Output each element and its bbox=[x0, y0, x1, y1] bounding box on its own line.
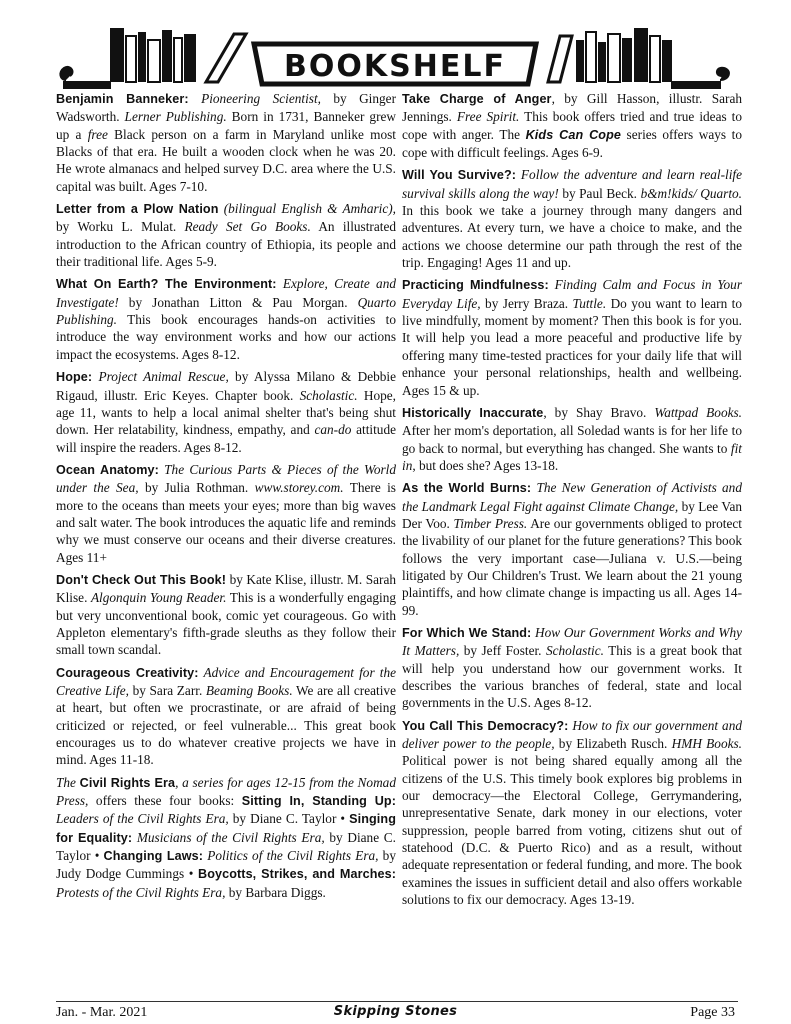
book-publisher: Tuttle. bbox=[572, 295, 607, 311]
review-text: Are our governments obliged to protect the livability of our planet for the future generations? This book follows the very important case—Juliana v. U.S.—being litigated by Our Children's Trust. We learn about the 21 young plaintiffs, and how climate change is impacting us all. Ages 14-99. bbox=[402, 515, 742, 618]
review-item bbox=[402, 717, 742, 909]
book-subtitle: Pioneering Scientist, bbox=[201, 91, 321, 106]
review-text: There is more to the oceans than meets your eyes; more than big waves and salt water. The book introduces the aquatic life and reminds why we must conserve our oceans and their diverse creatures. Ages 11+ bbox=[56, 480, 396, 565]
bookshelf-banner bbox=[58, 22, 733, 94]
banner-title: BOOKSHELF bbox=[284, 49, 506, 84]
page-number: Page 33 bbox=[690, 1005, 735, 1020]
book-author: by Jonathan Litton & Pau Morgan. bbox=[118, 294, 358, 310]
review-text: This book encourages hands-on activities to introduce the way environment works and how our actions impact the ecosystems. Ages 8-12. bbox=[56, 312, 396, 362]
review-text: Political power is not being shared equally among all the citizens of the U.S. This timely book explores big problems in our democracy—the Electoral College, Gerrymandering, unrepresentative Senate, dark money in our elections, voter suppression, people barred from voting, citizens shut out of statehood (D.C. & Puerto Rico) and as a result, without adequate representation or federal funding, and more. The book examines the issues in sufficient detail and also offers workable solutions to fix our democracy. Ages 13-19. bbox=[402, 753, 742, 908]
review-text: attitude will inspire the readers. Ages 8-12. bbox=[56, 422, 396, 455]
book-author: by Diane C. Taylor bbox=[56, 829, 396, 864]
book-subtitle: Project Animal Rescue, bbox=[92, 369, 229, 385]
review-text: Born in 1731, Banneker grew up a bbox=[56, 109, 396, 142]
book-author: by Jerry Braza. bbox=[480, 295, 573, 311]
book-author: by Worku L. Mulat. bbox=[56, 219, 185, 235]
left-books-icon bbox=[110, 28, 246, 82]
book-author: by Lee Van Der Voo. bbox=[402, 498, 743, 531]
book-subtitle: Follow the adventure and learn real-life survival skills along the way! bbox=[402, 167, 742, 201]
review-item bbox=[402, 479, 742, 619]
book-subtitle: The Curious Parts & Pieces of the World under the Sea, bbox=[56, 461, 397, 496]
bullet-separator: • bbox=[336, 811, 350, 827]
review-item bbox=[402, 166, 742, 271]
review-text: An illustrated introduction to the African country of Ethiopia, its people and their traditional life. Ages 5-9. bbox=[56, 219, 397, 270]
book-author: by Judy Dodge Cummings bbox=[56, 848, 396, 882]
review-text: This is a wonderfully engaging but very unconventional book, comic yet courageous. Go with Appleton elementary's fifth-grade sleuths as they follow their small town scandal. bbox=[56, 590, 396, 658]
book-title: You Call This Democracy?: bbox=[402, 718, 569, 733]
book-subtitle: How Our Government Works and Why It Matters, bbox=[402, 624, 742, 659]
review-emphasis: Kids Can Cope bbox=[525, 127, 621, 142]
book-publisher: Wattpad Books. bbox=[654, 404, 742, 420]
book-title: Sitting In, Standing Up: bbox=[241, 794, 397, 809]
review-item bbox=[402, 404, 742, 474]
book-title: What On Earth? The Environment: bbox=[56, 277, 277, 292]
review-text: series offers ways to cope with difficult feelings. Ages 6-9. bbox=[402, 126, 743, 161]
review-item bbox=[56, 90, 396, 195]
book-subtitle: Protests of the Civil Rights Era, bbox=[56, 884, 226, 900]
book-publisher: Beaming Books. bbox=[205, 683, 293, 698]
book-subtitle: How to fix our government and deliver power to the people, bbox=[402, 717, 742, 752]
book-author: by Sara Zarr. bbox=[128, 683, 206, 698]
book-publisher: Quarto Publishing. bbox=[56, 294, 396, 328]
review-text: We are all creative at heart, but often we procrastinate, or are afraid of being criticized or rejected, or feel vulnerable... This great book encourages us to do whatever creative projects we have in mind. Ages 11-18. bbox=[56, 683, 396, 768]
book-title: Benjamin Banneker: bbox=[56, 92, 189, 106]
book-title: Will You Survive?: bbox=[402, 168, 517, 183]
review-text: In this book we take a journey through many dangers and adventures. At every turn, we have a choice to make, and the actions we choose determine our path through the rest of the trip. Engaging! Ages 11 and up. bbox=[402, 203, 742, 271]
review-text: Hope, age 11, wants to help a local animal shelter that's being shut down. Her relatability, kindness, empathy, and bbox=[56, 387, 396, 438]
book-subtitle: Musicians of the Civil Rights Era, bbox=[132, 829, 325, 845]
book-title: Letter from a Plow Nation bbox=[56, 202, 219, 217]
book-author: by Kate Klise, illustr. M. Sarah Klise. bbox=[56, 571, 396, 606]
civil-rights-series bbox=[56, 774, 396, 901]
left-column bbox=[56, 90, 396, 906]
book-publisher: Scholastic. bbox=[299, 387, 358, 403]
book-title: As the World Burns: bbox=[402, 481, 532, 496]
series-title: Civil Rights Era bbox=[79, 775, 176, 790]
book-subtitle: (bilingual English & Amharic), bbox=[218, 201, 396, 217]
review-emphasis: free bbox=[87, 126, 108, 142]
series-offers: offers these four books: bbox=[88, 793, 242, 809]
book-subtitle: Explore, Create and Investigate! bbox=[56, 276, 396, 310]
review-item bbox=[402, 624, 742, 712]
right-books-icon bbox=[548, 28, 672, 82]
book-title: Don't Check Out This Book! bbox=[56, 572, 227, 587]
bullet-separator: • bbox=[90, 848, 104, 864]
book-title: Courageous Creativity: bbox=[56, 665, 199, 680]
review-text: After her mom's deportation, all Soledad wants is for her life to go back to normal, but everything has changed. She wants to bbox=[402, 423, 742, 456]
book-subtitle: Advice and Encouragement for the Creative Life, bbox=[56, 664, 396, 698]
review-item bbox=[56, 200, 396, 270]
book-author: , by Shay Bravo. bbox=[543, 404, 655, 420]
review-emphasis: fit in bbox=[402, 440, 742, 473]
series-lead: The bbox=[56, 774, 80, 790]
book-author: by Paul Beck. bbox=[558, 185, 641, 201]
book-author: by Barbara Diggs. bbox=[225, 884, 326, 900]
book-publisher: HMH Books. bbox=[671, 736, 742, 752]
review-emphasis: can-do bbox=[314, 422, 352, 438]
book-publisher: Timber Press. bbox=[453, 515, 528, 531]
book-publisher: b&m!kids/ Quarto. bbox=[640, 185, 742, 201]
book-title: Historically Inaccurate bbox=[402, 405, 544, 420]
left-scroll-ornament bbox=[60, 67, 110, 88]
review-item bbox=[56, 461, 396, 566]
book-subtitle: Finding Calm and Focus in Your Everyday Life, bbox=[402, 277, 742, 311]
book-author: by Ginger Wadsworth. bbox=[56, 91, 397, 125]
book-title: Ocean Anatomy: bbox=[56, 462, 159, 477]
book-author: by Jeff Foster. bbox=[459, 643, 546, 659]
issue-date: Jan. - Mar. 2021 bbox=[56, 1005, 148, 1020]
review-item bbox=[56, 275, 396, 363]
footer-divider bbox=[56, 1001, 738, 1002]
book-subtitle: Politics of the Civil Rights Era, bbox=[203, 848, 379, 864]
book-publisher: www.storey.com. bbox=[254, 480, 344, 496]
book-title: Changing Laws: bbox=[103, 849, 204, 864]
book-publisher: Ready Set Go Books. bbox=[184, 219, 311, 235]
magazine-name: Skipping Stones bbox=[333, 1004, 458, 1019]
review-text: This is a great book that will help you understand how our government works. It describes the various branches of federal, state and local governments in the U.S. Ages 8-12. bbox=[402, 643, 742, 711]
review-text: Black person on a farm in Maryland unlike most Blacks of that era. He built a wooden clock when he was 20. He wrote almanacs and helped survey D.C. area where the U.S. capital was built. Ages 7-10. bbox=[56, 126, 396, 194]
bullet-separator: • bbox=[184, 866, 198, 882]
book-author: by Elizabeth Rusch. bbox=[554, 736, 672, 752]
book-publisher: Free Spirit. bbox=[456, 109, 520, 125]
right-column bbox=[402, 90, 742, 913]
book-publisher: Scholastic. bbox=[545, 643, 604, 659]
book-title: Take Charge of Anger bbox=[402, 92, 552, 106]
book-title: Singing for Equality: bbox=[56, 812, 396, 845]
book-author: by Julia Rothman. bbox=[138, 480, 255, 496]
book-subtitle: Leaders of the Civil Rights Era, bbox=[56, 811, 229, 827]
book-title: Boycotts, Strikes, and Marches: bbox=[198, 867, 396, 882]
review-item bbox=[402, 90, 742, 161]
review-item bbox=[402, 276, 742, 398]
book-publisher: Algonquin Young Reader. bbox=[90, 590, 227, 606]
series-note: , a series for ages 12-15 from the Nomad Press, bbox=[56, 774, 396, 809]
book-author: by Diane C. Taylor bbox=[228, 811, 337, 827]
review-item bbox=[56, 571, 396, 659]
review-item bbox=[56, 368, 396, 456]
right-scroll-ornament bbox=[672, 68, 729, 88]
review-text: , but does she? Ages 13-18. bbox=[412, 457, 559, 473]
book-author: , by Gill Hasson, illustr. Sarah Jennings. bbox=[402, 91, 743, 125]
review-text: This book offers tried and true ideas to cope with anger. The bbox=[402, 109, 742, 142]
book-author: by Alyssa Milano & Debbie Rigaud, illustr. Eric Keyes. Chapter book. bbox=[56, 369, 397, 403]
book-title: Hope: bbox=[56, 370, 93, 385]
book-title: For Which We Stand: bbox=[402, 625, 532, 640]
review-item bbox=[56, 664, 396, 769]
review-text: Do you want to learn to live mindfully, moment by moment? Then this book is for you. It will help you lead a more peaceful and productive life by offering many time-tested practices for your daily life that will enhance your personal relationships, health and wellbeing. Ages 15 & up. bbox=[402, 295, 742, 398]
book-publisher: Lerner Publishing. bbox=[124, 109, 227, 125]
book-title: Practicing Mindfulness: bbox=[402, 278, 549, 293]
book-subtitle: The New Generation of Activists and the Landmark Legal Fight against Climate Change, bbox=[402, 480, 742, 514]
